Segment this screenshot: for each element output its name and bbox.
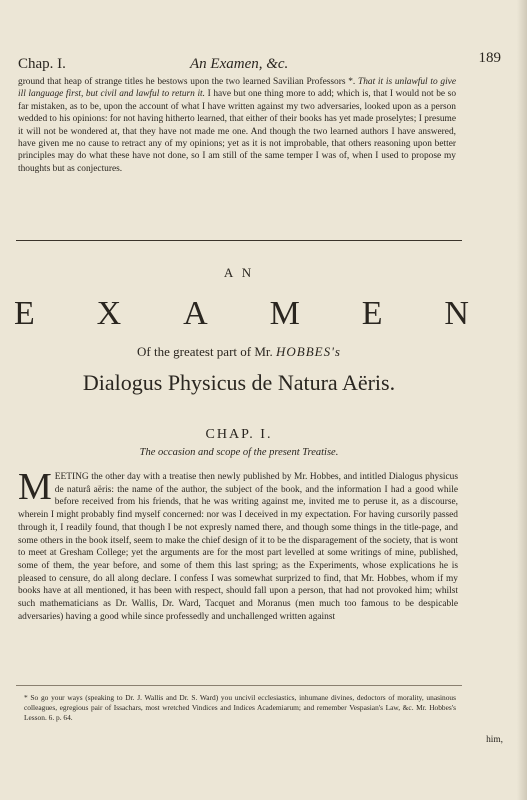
chapter-subheading: The occasion and scope of the present Treatise.	[139, 447, 339, 458]
title-letter: M	[269, 295, 300, 332]
body-paragraph	[18, 466, 458, 623]
subtitle-author: HOBBES's	[276, 344, 341, 359]
running-header	[18, 50, 513, 76]
title-letter: A	[183, 295, 208, 332]
running-title: An Examen, &c.	[190, 56, 289, 72]
title-letter: E	[361, 295, 383, 332]
title-subtitle	[0, 344, 478, 360]
section-divider	[16, 240, 462, 241]
work-title: Dialogus Physicus de Natura Aëris.	[82, 370, 396, 395]
chapter-label: Chap. I.	[18, 56, 66, 72]
title-letter: E	[14, 295, 35, 332]
drop-cap: M	[18, 466, 52, 508]
footnote: * So go your ways (speaking to Dr. J. Wallis and Dr. S. Ward) you uncivil ecclesiastics, inhumane divines, dedoctors of morality, unasinous colleagues, egregious pair of Issachars, most wretched Vindices and Indices Academiarum; and remember Vespasian's Law, &c. Mr. Hobbes's Lesson. 6. p. 64.	[24, 693, 456, 722]
title-letter: X	[96, 295, 122, 332]
title-letter: N	[444, 295, 469, 332]
chapter-heading: CHAP. I.	[205, 427, 273, 442]
page-number: 189	[478, 50, 501, 66]
title-examen	[14, 294, 469, 334]
continued-paragraph	[18, 76, 456, 175]
body-text: EETING the other day with a treatise then newly published by Mr. Hobbes, and intitled Dialogus physicus de naturâ aëris: the name of the author, the subject of the book, and the information I had a good while before received from his friends, that he was writing against me, invited me to peruse it, as a discourse, wherein I might probably find myself concerned: nor was I deceived in my expectation. For having cursorily passed through it, I readily found, that though I be not expresly named there, and though some things in the title-page, and some others in the book itself, seem to make the chief design of it to be the disparagement of the society, that is wont to meet at Gresham College; yet the arguments are for the most part levelled at some writings of mine, published, some of them, the year before, and some of them this last spring; as the Experiments, whose explications he is pleased to censure, do all along declare. I confess I was somewhat surprized to find, that Mr. Hobbes, whom if my books have at all mentioned, it has been with respect, should fall upon a person, that had not provoked him; whilst such mathematicians as Dr. Wallis, Dr. Ward, Tacquet and Moranus (men much too famous to be despicable adversaries) having a good while since professedly and unchallenged written against	[18, 472, 458, 622]
continued-paragraph-quote: That it is unlawful to give ill language first, but civil and lawful to return it.	[18, 77, 456, 100]
footnote-divider	[16, 685, 462, 686]
continued-paragraph-part2: I have but one thing more to add; which is, that I would not be so far mistaken, as to be, upon the account of what I have written against my two adversaries, looked upon as a person wedded to his opinions: for not having hitherto learned, that either of their books has yet made proselytes; I presume it will not be wondered at, that they have not made me one. And though the two learned authors I have answered, have given me no cause to retract any of my opinions; yet as it is not improbable, that others reasoning upon better principles may do what these have not done, so I am still of the same temper I was of, when I used to propose my thoughts but as conjectures.	[18, 89, 457, 174]
subtitle-prefix: Of the greatest part of Mr.	[137, 344, 277, 359]
continued-paragraph-part1: ground that heap of strange titles he bestows upon the two learned Savilian Professors *.	[18, 77, 358, 87]
catchword: him,	[486, 735, 503, 745]
title-an: A N	[223, 265, 255, 280]
